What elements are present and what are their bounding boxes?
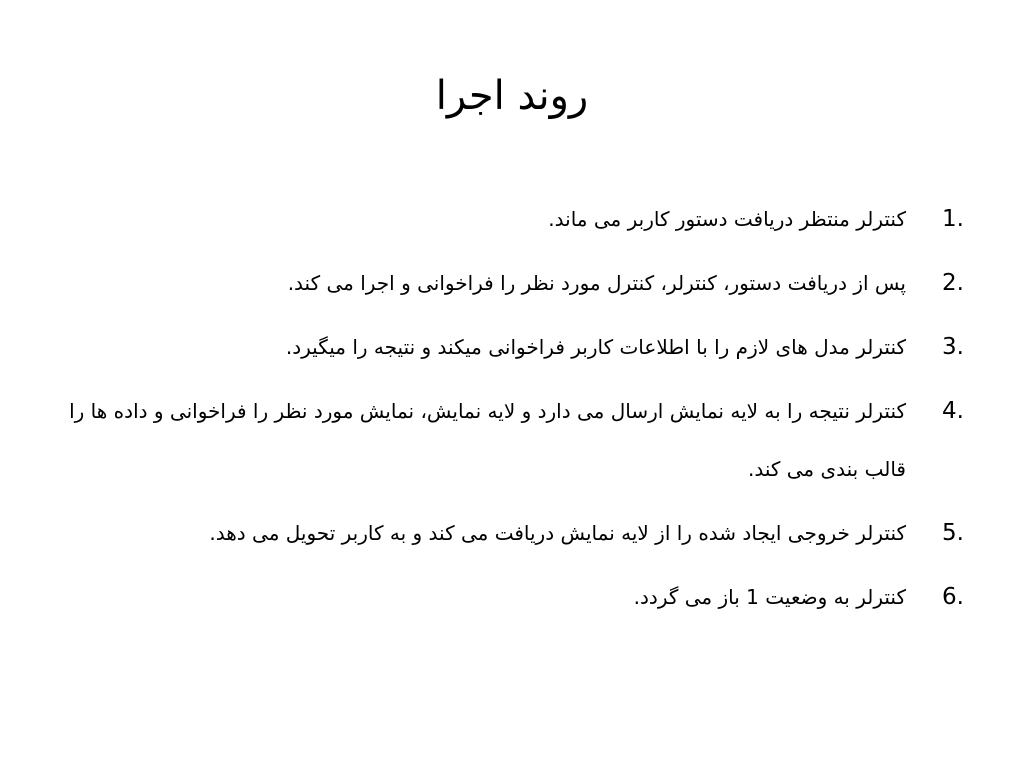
list-item	[54, 254, 964, 312]
list-item-text: کنترلر خروجی ایجاد شده را از لایه نمایش دریافت می کند و به کاربر تحویل می دهد.	[209, 521, 906, 545]
list-item-text: کنترلر منتظر دریافت دستور کاربر می ماند.	[548, 207, 906, 231]
list-item	[54, 382, 964, 498]
list-item	[54, 190, 964, 248]
list-item	[54, 318, 964, 376]
list-item-number: 2.	[942, 270, 964, 296]
list-item-text: کنترلر مدل های لازم را با اطلاعات کاربر فراخوانی میکند و نتیجه را میگیرد.	[285, 335, 906, 359]
slide-title: روند اجرا	[435, 73, 589, 119]
list-item	[54, 504, 964, 562]
list-item-number: 5.	[942, 520, 964, 546]
list-item-number: 6.	[942, 584, 964, 610]
list-item-text: کنترلر نتیجه را به لایه نمایش ارسال می دارد و لایه نمایش، نمایش مورد نظر را فراخوانی و داده ها را قالب بندی می کند.	[69, 399, 906, 481]
list-item-text: کنترلر به وضعیت 1 باز می گردد.	[633, 585, 906, 609]
list-item-text: پس از دریافت دستور، کنترلر، کنترل مورد نظر را فراخوانی و اجرا می کند.	[287, 271, 906, 295]
list-item-number: 4.	[942, 398, 964, 424]
steps-list	[54, 190, 964, 632]
list-item-number: 1.	[942, 206, 964, 232]
list-item	[54, 568, 964, 626]
list-item-number: 3.	[942, 334, 964, 360]
